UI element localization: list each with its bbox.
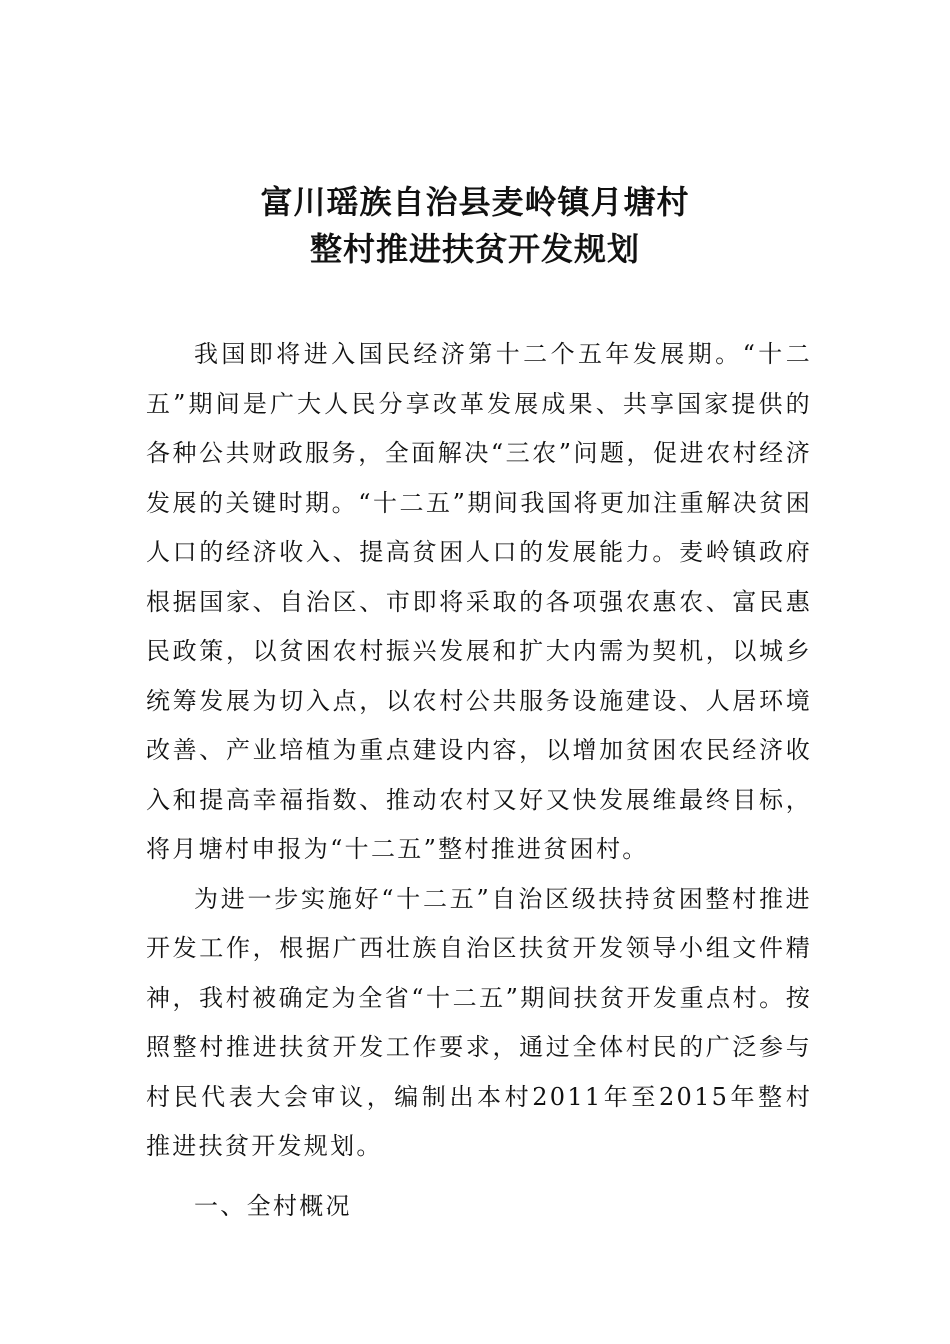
body-paragraph-1: 我国即将进入国民经济第十二个五年发展期。“十二五”期间是广大人民分享改革发展成果、共享国家提供的各种公共财政服务，全面解决“三农”问题，促进农村经济发展的关键时期。“十二五”期间我国将更加注重解决贫困人口的经济收入、提高贫困人口的发展能力。麦岭镇政府根据国家、自治区、市即将采取的各项强农惠农、富民惠民政策，以贫困农村振兴发展和扩大内需为契机，以城乡统筹发展为切入点，以农村公共服务设施建设、人居环境改善、产业培植为重点建设内容，以增加贫困农民经济收入和提高幸福指数、推动农村又好又快发展维最终目标，将月塘村申报为“十二五”整村推进贫困村。 [146,340,812,863]
body-paragraph-2: 为进一步实施好“十二五”自治区级扶持贫困整村推进开发工作，根据广西壮族自治区扶贫开发领导小组文件精神，我村被确定为全省“十二五”期间扶贫开发重点村。按照整村推进扶贫开发工作要求，通过全体村民的广泛参与村民代表大会审议，编制出本村2011年至2015年整村推进扶贫开发规划。 [146,884,812,1160]
document-title-line-1: 富川瑶族自治县麦岭镇月塘村 [260,183,690,221]
document-body [146,330,812,1231]
section-heading: 一、全村概况 [194,1191,352,1220]
document-title-line-2: 整村推进扶贫开发规划 [309,230,640,268]
